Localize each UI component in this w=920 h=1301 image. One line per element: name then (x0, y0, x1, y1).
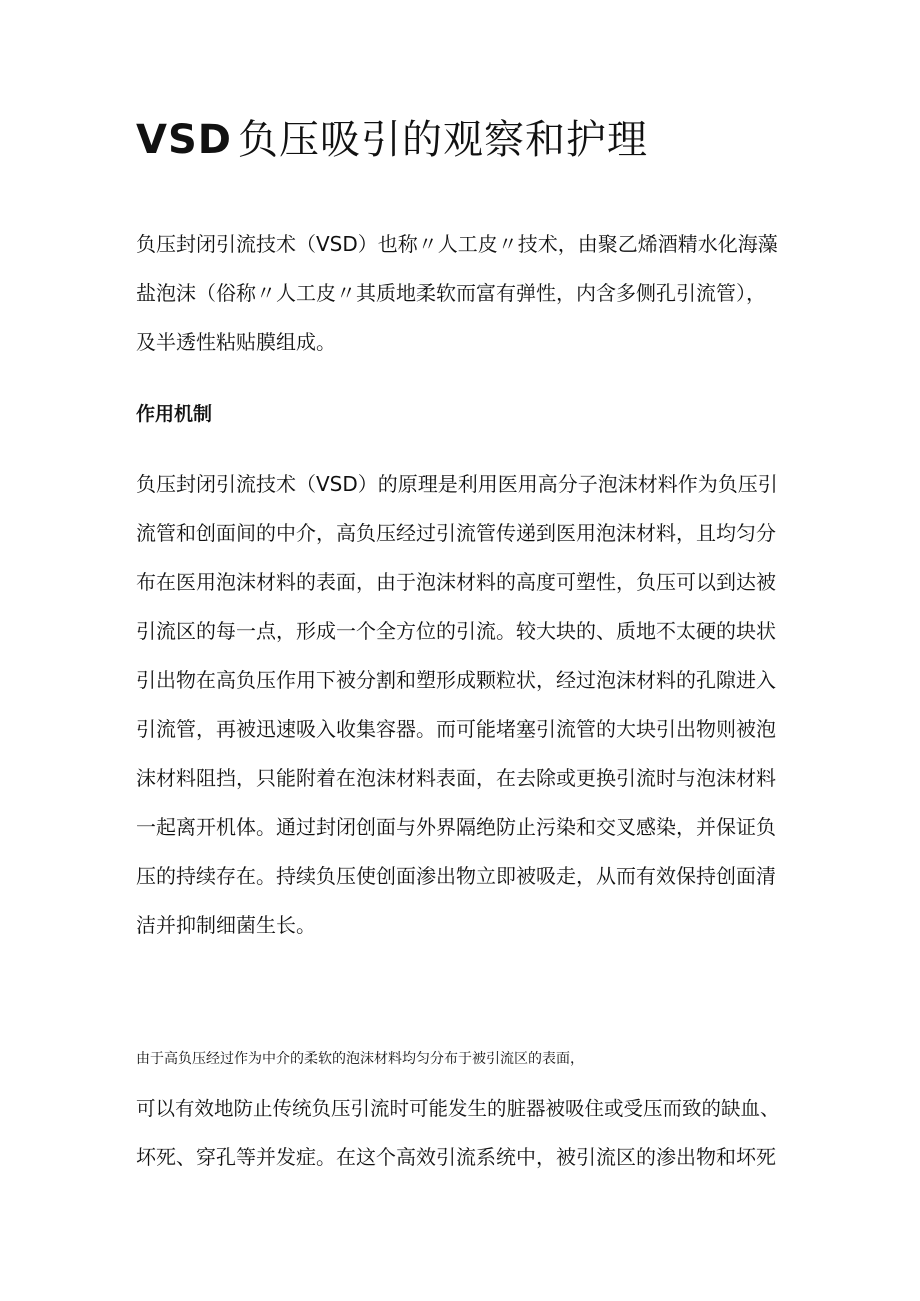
paragraph-line: 引流管，再被迅速吸入收集容器。而可能堵塞引流管的大块引出物则被泡 (136, 717, 776, 741)
paragraph-line: 由于高负压经过作为中介的柔软的泡沫材料均匀分布于被引流区的表面， (136, 1051, 584, 1067)
intro-paragraph (136, 220, 778, 367)
document-title (136, 112, 648, 168)
paragraph-line: 负压封闭引流技术（VSD）也称〃人工皮〃技术，由聚乙烯酒精水化海藻 (136, 232, 778, 256)
paragraph-line: 盐泡沫（俗称〃人工皮〃其质地柔软而富有弹性，内含多侧孔引流管）， (136, 281, 766, 305)
advantage-paragraph (136, 1035, 780, 1182)
paragraph-line: 一起离开机体。通过封闭创面与外界隔绝防止污染和交叉感染，并保证负 (136, 815, 776, 839)
title-text: 负压吸引的观察和护理 (237, 117, 648, 163)
paragraph-line: 布在医用泡沫材料的表面，由于泡沫材料的高度可塑性，负压可以到达被 (136, 570, 776, 594)
paragraph-line: 引出物在高负压作用下被分割和塑形成颗粒状，经过泡沫材料的孔隙进入 (136, 668, 776, 692)
mechanism-paragraph (136, 460, 778, 950)
section-heading: 作用机制 (136, 403, 213, 425)
paragraph-line: 及半透性粘贴膜组成。 (136, 330, 336, 354)
paragraph-line: 流管和创面间的中介，高负压经过引流管传递到医用泡沫材料，且均匀分 (136, 521, 776, 545)
paragraph-line: 引流区的每一点，形成一个全方位的引流。较大块的、质地不太硬的块状 (136, 619, 776, 643)
paragraph-line: 洁并抑制细菌生长。 (136, 913, 316, 937)
paragraph-line: 负压封闭引流技术（VSD）的原理是利用医用高分子泡沫材料作为负压引 (136, 472, 778, 496)
paragraph-line: 坏死、穿孔等并发症。在这个高效引流系统中，被引流区的渗出物和坏死 (136, 1145, 776, 1169)
title-abbreviation: VSD (136, 117, 232, 163)
paragraph-line: 沫材料阻挡，只能附着在泡沫材料表面，在去除或更换引流时与泡沫材料 (136, 766, 776, 790)
paragraph-line: 压的持续存在。持续负压使创面渗出物立即被吸走，从而有效保持创面清 (136, 864, 776, 888)
paragraph-line: 可以有效地防止传统负压引流时可能发生的脏器被吸住或受压而致的缺血、 (136, 1097, 780, 1120)
